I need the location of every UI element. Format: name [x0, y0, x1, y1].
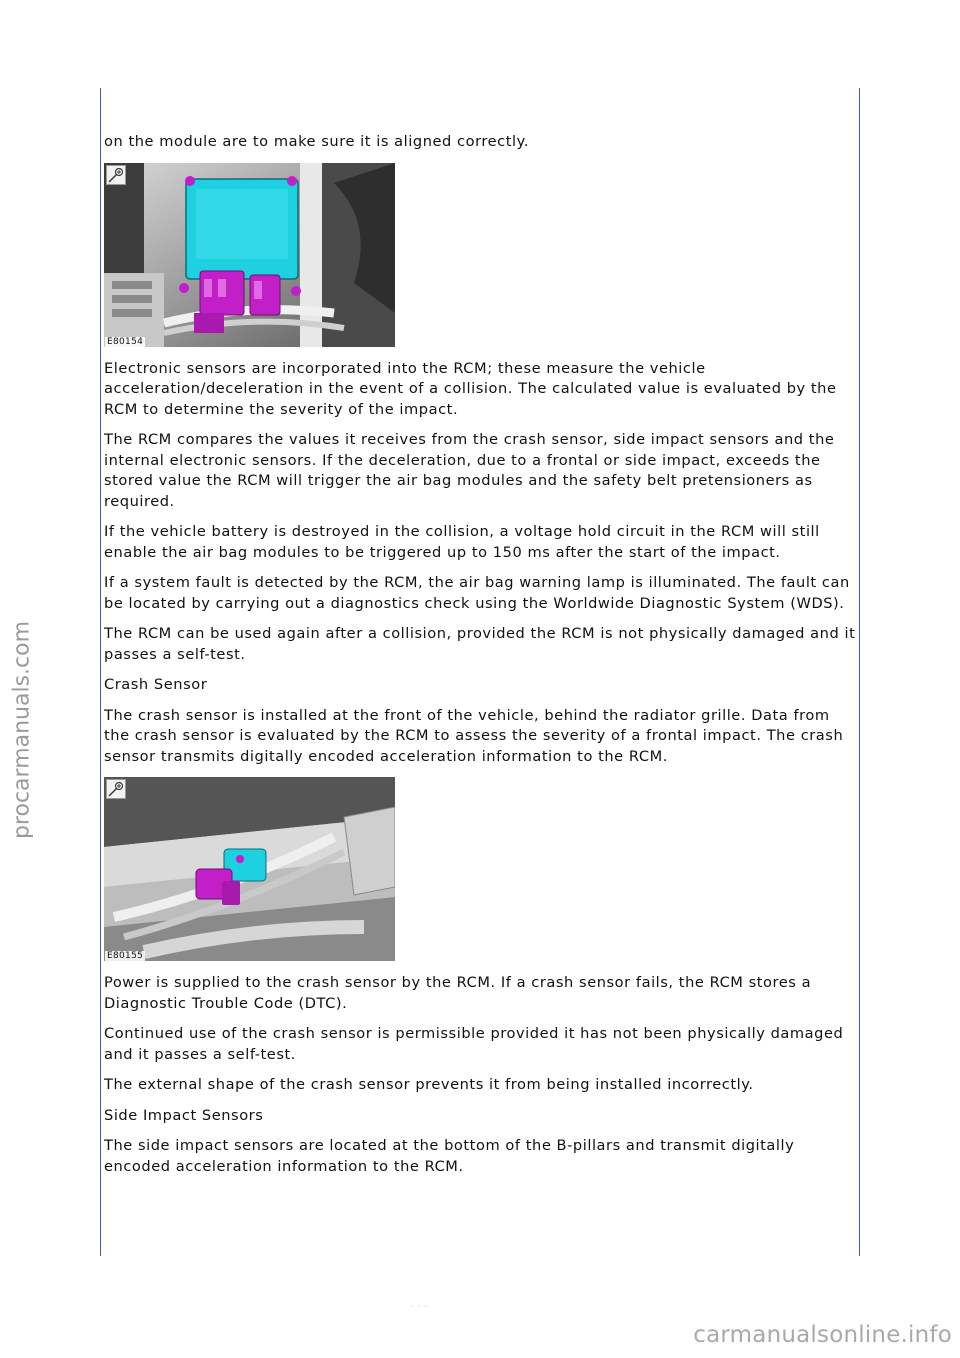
left-margin-rule	[100, 88, 101, 1256]
crash-sensor-illustration	[104, 777, 395, 961]
paragraph: If the vehicle battery is destroyed in the collision, a voltage hold circuit in the RCM will still enable the air bag modules to be triggered up to 150 ms after the start of the impact.	[104, 523, 820, 561]
paragraph: The RCM compares the values it receives from the crash sensor, side impact sensors and the internal electronic sensors. If the deceleration, due to a frontal or side impact, exceeds the stored value the RCM will trigger the air bag modules and the safety belt pretensioners as required.	[104, 431, 835, 510]
paragraph: Continued use of the crash sensor is permissible provided it has not been physically damaged and it passes a self-test.	[104, 1025, 844, 1063]
paragraph: on the module are to make sure it is aligned correctly.	[104, 133, 529, 150]
section-heading-crash-sensor: Crash Sensor	[104, 676, 208, 693]
paragraph: The crash sensor is installed at the front of the vehicle, behind the radiator grille. Data from the crash sensor is evaluated by the RCM to assess the severity of a frontal impact. The crash sensor transmits digitally encoded acceleration information to the RCM.	[104, 706, 844, 765]
bottom-watermark: carmanualsonline.info	[693, 1322, 952, 1348]
paragraph: Power is supplied to the crash sensor by the RCM. If a crash sensor fails, the RCM stores a Diagnostic Trouble Code (DTC).	[104, 974, 812, 1012]
paragraph: If a system fault is detected by the RCM, the air bag warning lamp is illuminated. The fault can be located by carrying out a diagnostics check using the Worldwide Diagnostic System (WDS).	[104, 574, 850, 612]
side-watermark: procarmanuals.com	[9, 620, 35, 840]
crash-sensor-figure	[104, 777, 395, 961]
footer-page-number: · · ·	[410, 1300, 428, 1313]
right-margin-rule	[859, 88, 860, 1256]
rcm-module-figure	[104, 163, 395, 347]
figure-label: E80154	[107, 336, 144, 347]
zoom-icon[interactable]	[106, 779, 126, 799]
rcm-module-illustration	[104, 163, 395, 347]
page-content	[104, 132, 856, 1187]
section-heading-side-impact-sensors: Side Impact Sensors	[104, 1106, 264, 1124]
paragraph: The RCM can be used again after a collision, provided the RCM is not physically damaged and it passes a self-test.	[104, 625, 856, 663]
paragraph: The external shape of the crash sensor prevents it from being installed incorrectly.	[104, 1076, 754, 1093]
figure-label: E80155	[107, 951, 144, 961]
paragraph: The side impact sensors are located at the bottom of the B-pillars and transmit digitally encoded acceleration information to the RCM.	[104, 1137, 795, 1175]
zoom-icon[interactable]	[106, 165, 126, 185]
paragraph: Electronic sensors are incorporated into the RCM; these measure the vehicle acceleration/deceleration in the event of a collision. The calculated value is evaluated by the RCM to determine the severity of the impact.	[104, 359, 837, 418]
